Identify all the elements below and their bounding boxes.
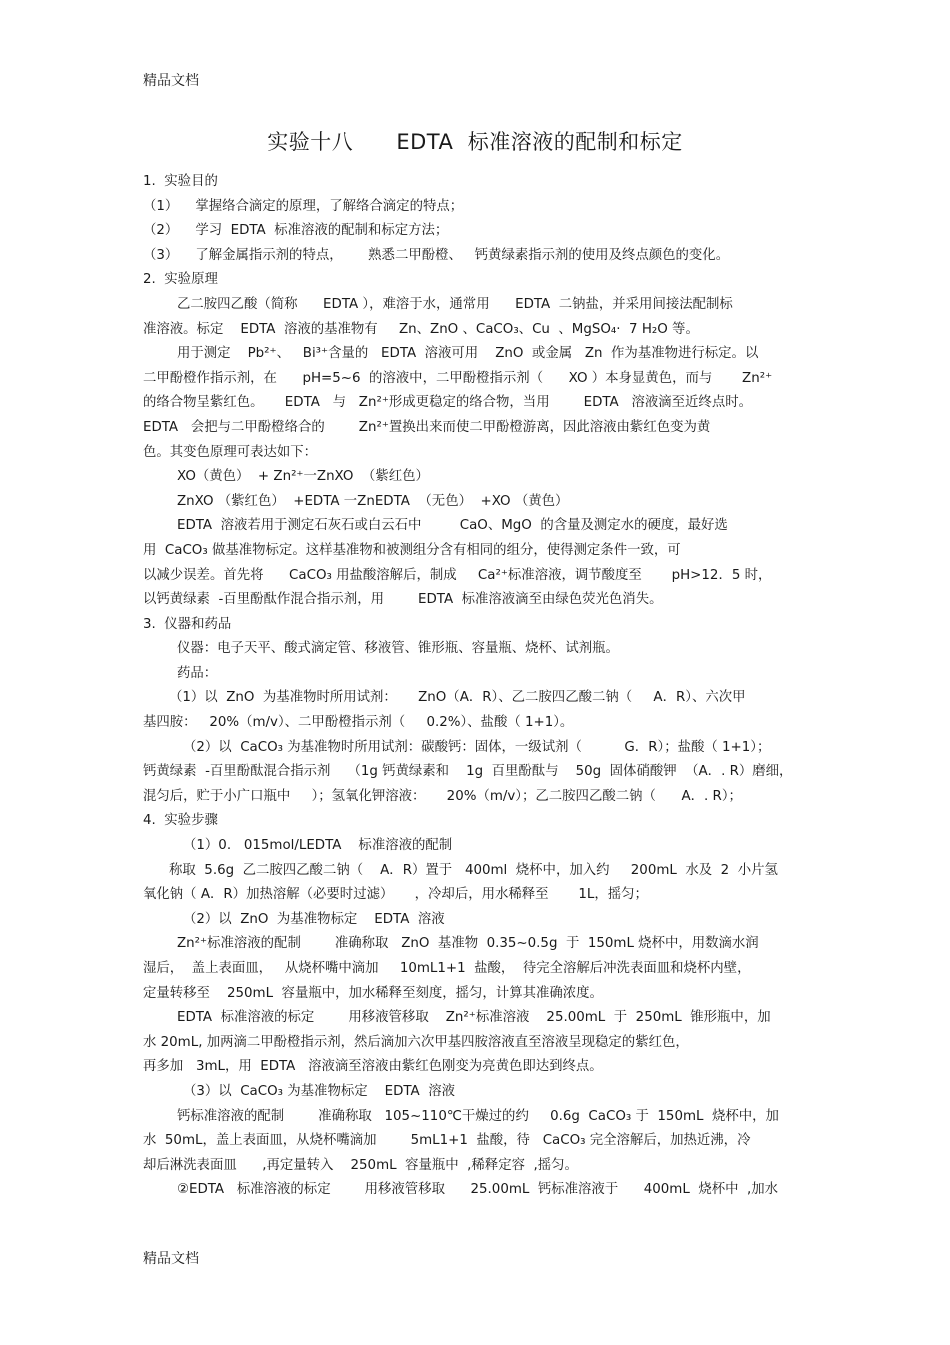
section-heading: 2. 实验原理 (143, 272, 218, 288)
text-line: 定量转移至 250mL 容量瓶中，加水稀释至刻度，摇匀，计算其准确浓度。 (143, 985, 603, 1001)
text-line: 仪器：电子天平、酸式滴定管、移液管、锥形瓶、容量瓶、烧杯、试剂瓶。 (177, 641, 619, 657)
subheading-line: （2）以 ZnO 为基准物标定 EDTA 溶液 (183, 911, 445, 927)
section-heading: 3. 仪器和药品 (143, 616, 232, 632)
text-line: 二甲酚橙作指示剂，在 pH=5~6 的溶液中，二甲酚橙指示剂（ XO ）本身显黄色，而与 Zn²⁺ (143, 370, 773, 386)
text-line: （1） 掌握络合滴定的原理，了解络合滴定的特点； (143, 198, 464, 214)
text-line: 用于测定 Pb²⁺、 Bi³⁺含量的 EDTA 溶液可用 ZnO 或金属 Zn 作为基准物进行标定。以 (177, 346, 759, 362)
section-heading: 1. 实验目的 (143, 174, 218, 189)
text-line: 用 CaCO₃ 做基准物标定。这样基准物和被测组分含有相同的组分，使得测定条件一致，可 (143, 542, 681, 558)
text-line: 钙标准溶液的配制 准确称取 105~110℃干燥过的约 0.6g CaCO₃ 于 150mL 烧杯中，加 (177, 1108, 779, 1124)
text-line: ②EDTA 标准溶液的标定 用移液管移取 25.00mL 钙标准溶液于 400mL 烧杯中 ,加水 (177, 1182, 779, 1198)
equation-line: ZnXO （紫红色） +EDTA 一ZnEDTA （无色） +XO （黄色） (177, 493, 569, 509)
text-line: EDTA 标准溶液的标定 用移液管移取 Zn²⁺标准溶液 25.00mL 于 250mL 锥形瓶中，加 (177, 1010, 771, 1026)
text-line: 乙二胺四乙酸（简称 EDTA ），难溶于水，通常用 EDTA 二钠盐，并采用间接法配制标 (177, 296, 733, 312)
document-body (143, 170, 808, 1203)
text-line: （3） 了解金属指示剂的特点， 熟悉二甲酚橙、 钙黄绿素指示剂的使用及终点颜色的变化。 (143, 247, 730, 263)
text-line: 以钙黄绿素 -百里酚酞作混合指示剂，用 EDTA 标准溶液滴至由绿色荧光色消失。 (143, 592, 663, 608)
text-line: （2）以 CaCO₃ 为基准物时所用试剂：碳酸钙：固体，一级试剂（ G．R）；盐酸（ 1+1）； (183, 739, 771, 755)
subheading-line: （1）0. 015mol/LEDTA 标准溶液的配制 (183, 838, 453, 854)
text-line: 水 50mL，盖上表面皿，从烧杯嘴滴加 5mL1+1 盐酸，待 CaCO₃ 完全溶解后，加热近沸，冷 (143, 1133, 751, 1149)
text-line: 混匀后，贮于小广口瓶中 ）；氢氧化钾溶液： 20%（m/v）；乙二胺四乙酸二钠（ A．. R）； (143, 788, 742, 804)
text-line: （1）以 ZnO 为基准物时所用试剂： ZnO（A．R）、乙二胺四乙酸二钠（ A．R）、六次甲 (169, 690, 746, 706)
text-line: EDTA 溶液若用于测定石灰石或白云石中 CaO、MgO 的含量及测定水的硬度，最好选 (177, 518, 728, 534)
text-line: 再多加 3mL，用 EDTA 溶液滴至溶液由紫红色刚变为亮黄色即达到终点。 (143, 1059, 603, 1075)
document-title: 实验十八 EDTA 标准溶液的配制和标定 (267, 130, 683, 154)
text-line: （2） 学习 EDTA 标准溶液的配制和标定方法； (143, 223, 449, 239)
text-line: 药品： (177, 665, 218, 681)
text-line: 钙黄绿素 -百里酚酞混合指示剂 （1g 钙黄绿素和 1g 百里酚酞与 50g 固体硝酸钾 （A．. R）磨细， (143, 764, 793, 780)
text-line: EDTA 会把与二甲酚橙络合的 Zn²⁺置换出来而使二甲酚橙游离，因此溶液由紫红色变为黄 (143, 419, 711, 435)
text-line: 的络合物呈紫红色。 EDTA 与 Zn²⁺形成更稳定的络合物，当用 EDTA 溶液滴至近终点时。 (143, 395, 752, 411)
subheading-line: （3）以 CaCO₃ 为基准物标定 EDTA 溶液 (183, 1083, 456, 1099)
page-header: 精品文档 (143, 73, 199, 89)
text-line: 称取 5.6g 乙二胺四乙酸二钠（ A．R）置于 400ml 烧杯中，加入约 200mL 水及 2 小片氢 (169, 862, 778, 878)
text-line: 基四胺： 20%（m/v）、二甲酚橙指示剂（ 0.2%）、盐酸（ 1+1）。 (143, 715, 574, 731)
text-line: 以减少误差。首先将 CaCO₃ 用盐酸溶解后，制成 Ca²⁺标准溶液，调节酸度至 pH>12．5 时， (143, 567, 772, 583)
text-line: 却后淋洗表面皿 ,再定量转入 250mL 容量瓶中 ,稀释定容 ,摇匀。 (143, 1157, 578, 1173)
section-heading: 4. 实验步骤 (143, 813, 218, 829)
equation-line: XO（黄色） + Zn²⁺一ZnXO （紫红色） (177, 469, 429, 485)
text-line: Zn²⁺标准溶液的配制 准确称取 ZnO 基准物 0.35~0.5g 于 150mL 烧杯中，用数滴水润 (177, 936, 759, 952)
text-line: 湿后， 盖上表面皿， 从烧杯嘴中滴加 10mL1+1 盐酸， 待完全溶解后冲洗表面皿和烧杯内壁， (143, 961, 751, 976)
text-line: 氧化钠（ A．R）加热溶解（必要时过滤） ，冷却后，用水稀释至 1L，摇匀； (143, 887, 648, 903)
text-line: 水 20mL, 加两滴二甲酚橙指示剂，然后滴加六次甲基四胺溶液直至溶液呈现稳定的紫红色， (143, 1034, 689, 1050)
page-footer: 精品文档 (143, 1251, 199, 1267)
text-line: 色。其变色原理可表达如下： (143, 444, 318, 460)
text-line: 准溶液。标定 EDTA 溶液的基准物有 Zn、ZnO 、CaCO₃、Cu 、MgSO₄· 7 H₂O 等。 (143, 321, 699, 337)
